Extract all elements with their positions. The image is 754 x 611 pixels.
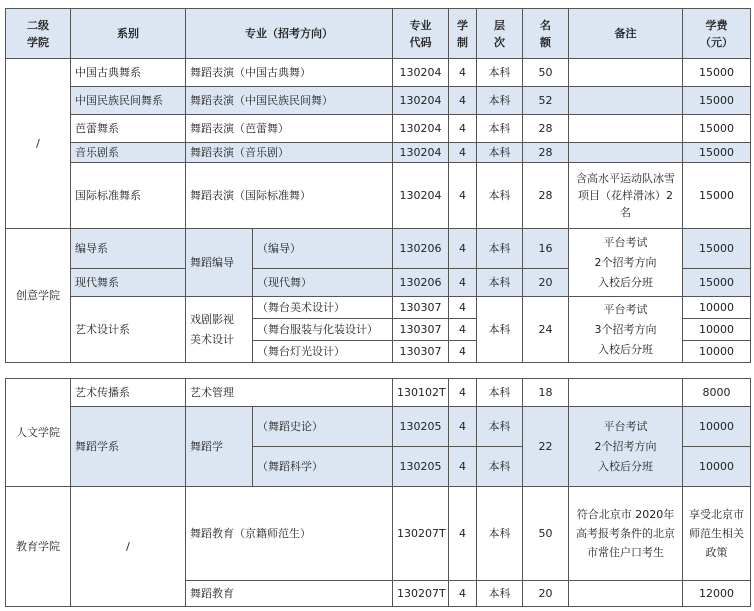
- level-cell: 本科: [477, 581, 523, 607]
- level-cell: 本科: [477, 407, 523, 447]
- level-cell: 本科: [477, 447, 523, 487]
- major-cell: 舞蹈表演（中国民族民间舞）: [186, 87, 393, 115]
- major-cell: 舞蹈表演（国际标准舞）: [186, 163, 393, 229]
- note-cell: [569, 59, 683, 87]
- code-cell: 130204: [393, 115, 449, 143]
- years-cell: 4: [449, 143, 477, 163]
- major-cell: 舞蹈教育（京籍师范生）: [186, 487, 393, 581]
- dept-cell: 中国古典舞系: [71, 59, 186, 87]
- header-years: 学 制: [449, 9, 477, 59]
- direction-cell: （舞台美术设计）: [253, 297, 393, 319]
- fee-cell: 15000: [683, 269, 751, 297]
- dept-cell: 艺术设计系: [71, 297, 186, 363]
- dept-cell: 国际标准舞系: [71, 163, 186, 229]
- code-cell: 130207T: [393, 487, 449, 581]
- dept-cell: 中国民族民间舞系: [71, 87, 186, 115]
- dept-cell: 音乐剧系: [71, 143, 186, 163]
- table-row: [6, 229, 751, 269]
- direction-cell: （舞蹈科学）: [253, 447, 393, 487]
- years-cell: 4: [449, 487, 477, 581]
- fee-cell: 12000: [683, 581, 751, 607]
- code-cell: 130207T: [393, 581, 449, 607]
- code-cell: 130205: [393, 447, 449, 487]
- quota-cell: 16: [523, 229, 569, 269]
- college-cell: /: [6, 59, 71, 229]
- direction-cell: （舞台服装与化装设计）: [253, 319, 393, 341]
- years-cell: 4: [449, 341, 477, 363]
- major-cell: 舞蹈表演（音乐剧）: [186, 143, 393, 163]
- table-row: [6, 59, 751, 87]
- major-cell: 舞蹈表演（芭蕾舞）: [186, 115, 393, 143]
- table-row: [6, 115, 751, 143]
- header-code: 专业 代码: [393, 9, 449, 59]
- fee-cell: 享受北京市师范生相关政策: [683, 487, 751, 581]
- years-cell: 4: [449, 87, 477, 115]
- note-cell: [569, 143, 683, 163]
- header-note: 备注: [569, 9, 683, 59]
- quota-cell: 18: [523, 379, 569, 407]
- table-row: [6, 143, 751, 163]
- code-cell: 130204: [393, 87, 449, 115]
- years-cell: 4: [449, 163, 477, 229]
- fee-cell: 10000: [683, 341, 751, 363]
- major-cell: 艺术管理: [186, 379, 393, 407]
- note-cell: 平台考试 2个招考方向 入校后分班: [569, 229, 683, 297]
- note-cell: 平台考试 2个招考方向 入校后分班: [569, 407, 683, 487]
- major-cell: 舞蹈表演（中国古典舞）: [186, 59, 393, 87]
- level-cell: 本科: [477, 487, 523, 581]
- quota-cell: 24: [523, 297, 569, 363]
- quota-cell: 52: [523, 87, 569, 115]
- level-cell: 本科: [477, 115, 523, 143]
- table-row: [6, 407, 751, 447]
- note-cell: [569, 115, 683, 143]
- years-cell: 4: [449, 269, 477, 297]
- header-major: 专业（招考方向）: [186, 9, 393, 59]
- dept-cell: /: [71, 487, 186, 607]
- note-cell: [569, 87, 683, 115]
- fee-cell: 8000: [683, 379, 751, 407]
- level-cell: 本科: [477, 163, 523, 229]
- note-cell: 平台考试 3个招考方向 入校后分班: [569, 297, 683, 363]
- note-cell: 符合北京市 2020年高考报考条件的北京市常住户口考生: [569, 487, 683, 581]
- quota-cell: 28: [523, 115, 569, 143]
- major-cell: 舞蹈学: [186, 407, 253, 487]
- fee-cell: 15000: [683, 229, 751, 269]
- level-cell: 本科: [477, 87, 523, 115]
- level-cell: 本科: [477, 229, 523, 269]
- fee-cell: 15000: [683, 87, 751, 115]
- quota-cell: 28: [523, 163, 569, 229]
- fee-cell: 10000: [683, 407, 751, 447]
- level-cell: 本科: [477, 59, 523, 87]
- level-cell: 本科: [477, 269, 523, 297]
- header-fee: 学费 （元）: [683, 9, 751, 59]
- level-cell: 本科: [477, 297, 523, 363]
- quota-cell: 50: [523, 487, 569, 581]
- direction-cell: （舞台灯光设计）: [253, 341, 393, 363]
- fee-cell: 15000: [683, 59, 751, 87]
- quota-cell: 50: [523, 59, 569, 87]
- major-cell: 舞蹈教育: [186, 581, 393, 607]
- years-cell: 4: [449, 229, 477, 269]
- dept-cell: 芭蕾舞系: [71, 115, 186, 143]
- years-cell: 4: [449, 319, 477, 341]
- table-row: [6, 87, 751, 115]
- quota-cell: 20: [523, 269, 569, 297]
- enrollment-table-part2: [5, 378, 751, 607]
- quota-cell: 20: [523, 581, 569, 607]
- code-cell: 130204: [393, 163, 449, 229]
- fee-cell: 10000: [683, 319, 751, 341]
- level-cell: 本科: [477, 379, 523, 407]
- header-level: 层 次: [477, 9, 523, 59]
- direction-cell: （舞蹈史论）: [253, 407, 393, 447]
- dept-cell: 舞蹈学系: [71, 407, 186, 487]
- quota-cell: 28: [523, 143, 569, 163]
- direction-cell: （编导）: [253, 229, 393, 269]
- table-row: [6, 379, 751, 407]
- dept-cell: 艺术传播系: [71, 379, 186, 407]
- fee-cell: 15000: [683, 163, 751, 229]
- enrollment-table-part1: [5, 8, 751, 363]
- direction-cell: （现代舞）: [253, 269, 393, 297]
- fee-cell: 15000: [683, 115, 751, 143]
- note-cell: [569, 581, 683, 607]
- years-cell: 4: [449, 379, 477, 407]
- code-cell: 130307: [393, 319, 449, 341]
- table-row: [6, 163, 751, 229]
- dept-cell: 现代舞系: [71, 269, 186, 297]
- header-college: 二级 学院: [6, 9, 71, 59]
- code-cell: 130204: [393, 143, 449, 163]
- quota-cell: 22: [523, 407, 569, 487]
- code-cell: 130206: [393, 229, 449, 269]
- major-cell: 戏剧影视 美术设计: [186, 297, 253, 363]
- college-cell: 创意学院: [6, 229, 71, 363]
- years-cell: 4: [449, 59, 477, 87]
- code-cell: 130307: [393, 341, 449, 363]
- header-quota: 名 额: [523, 9, 569, 59]
- years-cell: 4: [449, 115, 477, 143]
- years-cell: 4: [449, 297, 477, 319]
- header-row: [6, 9, 751, 59]
- years-cell: 4: [449, 447, 477, 487]
- table-row: [6, 297, 751, 319]
- dept-cell: 编导系: [71, 229, 186, 269]
- college-cell: 教育学院: [6, 487, 71, 607]
- level-cell: 本科: [477, 143, 523, 163]
- note-cell: 含高水平运动队冰雪项目（花样滑冰）2名: [569, 163, 683, 229]
- code-cell: 130206: [393, 269, 449, 297]
- years-cell: 4: [449, 407, 477, 447]
- header-dept: 系别: [71, 9, 186, 59]
- note-cell: [569, 379, 683, 407]
- table-row: [6, 487, 751, 581]
- code-cell: 130204: [393, 59, 449, 87]
- fee-cell: 15000: [683, 143, 751, 163]
- code-cell: 130102T: [393, 379, 449, 407]
- major-cell: 舞蹈编导: [186, 229, 253, 297]
- code-cell: 130205: [393, 407, 449, 447]
- college-cell: 人文学院: [6, 379, 71, 487]
- fee-cell: 10000: [683, 447, 751, 487]
- fee-cell: 10000: [683, 297, 751, 319]
- code-cell: 130307: [393, 297, 449, 319]
- years-cell: 4: [449, 581, 477, 607]
